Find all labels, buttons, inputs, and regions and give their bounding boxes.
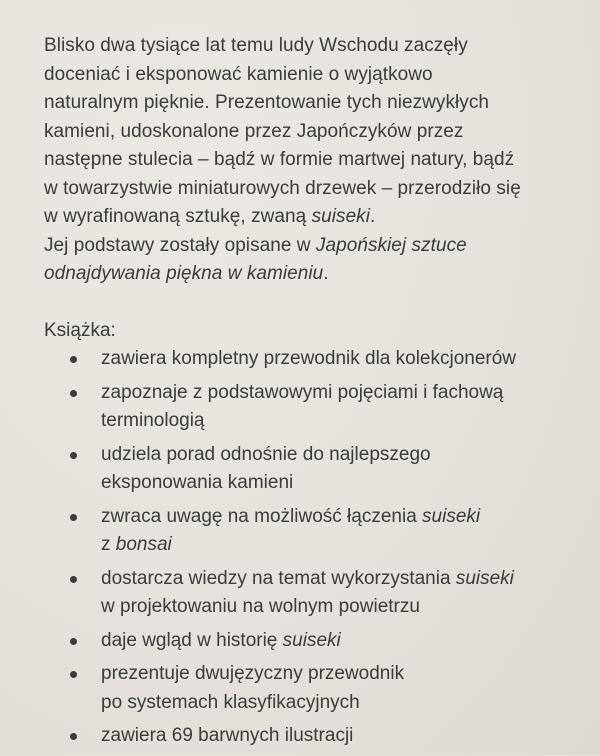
term-suiseki: suiseki: [311, 206, 371, 227]
list-item: [60, 379, 580, 436]
intro-text: w wyrafinowaną sztukę, zwaną: [44, 206, 312, 227]
intro-paragraph: [44, 32, 584, 289]
item-text-part: dostarcza wiedzy na temat wykorzystania: [101, 567, 456, 589]
intro-line: [44, 232, 584, 261]
bullet-icon: [70, 356, 77, 363]
book-features-list: [60, 345, 580, 756]
term-bonsai: bonsai: [115, 534, 172, 555]
item-text: zawiera kompletny przewodnik dla kolekcjonerów: [101, 348, 517, 369]
list-item: [60, 627, 580, 656]
intro-line: doceniać i eksponować kamienie o wyjątkowo: [44, 63, 433, 85]
book-title-part: odnajdywania piękna w kamieniu: [44, 263, 324, 284]
bullet-icon: [70, 576, 77, 583]
list-item: [60, 660, 580, 717]
intro-line: w towarzystwie miniaturowych drzewek – przerodziło się: [44, 177, 521, 199]
item-text-part: z: [101, 534, 116, 555]
list-item: [60, 503, 580, 560]
bullet-icon: [70, 390, 77, 397]
intro-text: .: [323, 263, 329, 284]
item-text: zawiera 69 barwnych ilustracji: [101, 725, 354, 746]
item-text-part: daje wgląd w historię: [101, 629, 283, 651]
intro-text: .: [370, 206, 376, 227]
item-text: [101, 627, 580, 656]
bullet-icon: [70, 638, 77, 645]
bullet-icon: [70, 733, 77, 740]
item-text-part: zwraca uwagę na możliwość łączenia: [101, 505, 423, 527]
bullet-icon: [70, 514, 77, 521]
intro-line: następne stulecia – bądź w formie martwej natury, bądź: [44, 149, 515, 170]
list-item: [60, 565, 580, 622]
list-item: [60, 441, 580, 498]
item-text: eksponowania kamieni: [101, 472, 294, 493]
intro-line: [44, 260, 584, 289]
item-text: po systemach klasyfikacyjnych: [101, 691, 360, 713]
term-suiseki: suiseki: [422, 505, 481, 527]
term-suiseki: suiseki: [282, 629, 341, 651]
book-features-heading: Książka:: [44, 320, 116, 341]
item-text: [101, 503, 580, 532]
bullet-icon: [70, 671, 77, 678]
item-text: prezentuje dwujęzyczny przewodnik: [101, 663, 405, 684]
item-text: [101, 565, 580, 594]
intro-line: kamieni, udoskonalone przez Japończyków przez: [44, 120, 464, 142]
item-text: [101, 531, 580, 560]
item-text: zapoznaje z podstawowymi pojęciami i fachową: [101, 381, 504, 403]
book-title-part: Japońskiej sztuce: [315, 234, 467, 256]
intro-line: naturalnym pięknie. Prezentowanie tych niezwykłych: [44, 92, 489, 113]
list-item: [60, 345, 580, 374]
intro-line: [44, 203, 584, 232]
item-text: w projektowaniu na wolnym powietrzu: [101, 596, 420, 617]
bullet-icon: [70, 452, 77, 459]
term-suiseki: suiseki: [455, 567, 514, 589]
list-item: [60, 722, 580, 751]
item-text: terminologią: [101, 410, 205, 431]
item-text: udziela porad odnośnie do najlepszego: [101, 443, 431, 465]
intro-text: Jej podstawy zostały opisane w: [44, 234, 316, 256]
intro-line: Blisko dwa tysiące lat temu ludy Wschodu zaczęły: [44, 35, 468, 56]
